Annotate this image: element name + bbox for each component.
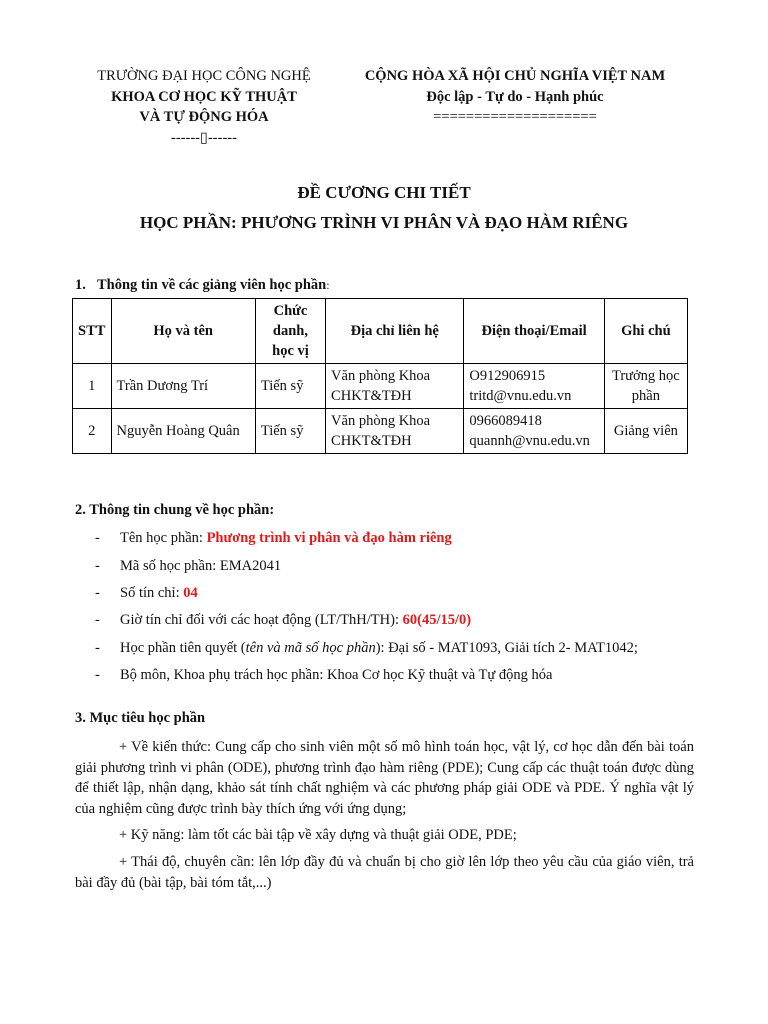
cell-address: Văn phòng Khoa CHKT&TĐH bbox=[326, 364, 464, 409]
cell-title: Tiến sỹ bbox=[255, 364, 325, 409]
col-header-address: Địa chỉ liên hệ bbox=[326, 299, 464, 364]
course-title: HỌC PHẦN: PHƯƠNG TRÌNH VI PHÂN VÀ ĐẠO HÀM RIÊNG bbox=[139, 213, 629, 232]
hours-value: 60(45/15/0) bbox=[402, 612, 472, 628]
cell-contact bbox=[464, 409, 604, 454]
course-code: Mã số học phần: EMA2041 bbox=[120, 558, 282, 574]
prereq-rest: ): Đại số - MAT1093, Giải tích 2- MAT1042; bbox=[375, 640, 638, 656]
cell-name: Nguyễn Hoàng Quân bbox=[111, 409, 255, 454]
col-header-name: Họ và tên bbox=[111, 299, 255, 364]
col-header-note: Ghi chú bbox=[604, 299, 687, 364]
cell-email: quannh@vnu.edu.vn bbox=[469, 433, 590, 449]
section1-colon: : bbox=[326, 278, 330, 292]
credits-label: Số tín chỉ: bbox=[120, 585, 184, 601]
header-divider-right: ==================== bbox=[433, 109, 597, 125]
prereq-label: Học phần tiên quyết ( bbox=[120, 640, 246, 656]
national-motto: Độc lập - Tự do - Hạnh phúc bbox=[426, 88, 604, 105]
cell-phone: 0966089418 bbox=[469, 413, 542, 429]
document-title: ĐỀ CƯƠNG CHI TIẾT bbox=[297, 183, 471, 202]
credits-value: 04 bbox=[183, 585, 198, 601]
section2-heading: 2. Thông tin chung về học phần: bbox=[75, 502, 275, 518]
country-name: CỘNG HÒA XÃ HỘI CHỦ NGHĨA VIỆT NAM bbox=[364, 68, 666, 84]
lecturer-table bbox=[72, 298, 688, 454]
cell-stt: 2 bbox=[73, 409, 112, 454]
table-row bbox=[73, 364, 688, 409]
prereq-italic: tên và mã số học phần bbox=[245, 640, 376, 656]
section1-number: 1. bbox=[75, 277, 86, 293]
bullet-dash: - bbox=[95, 530, 100, 546]
section1-title: Thông tin về các giảng viên học phần bbox=[97, 277, 327, 293]
cell-stt: 1 bbox=[73, 364, 112, 409]
university-header bbox=[70, 66, 338, 148]
list-item bbox=[95, 612, 471, 629]
col-header-contact: Điện thoại/Email bbox=[464, 299, 604, 364]
department-text: Bộ môn, Khoa phụ trách học phần: Khoa Cơ học Kỹ thuật và Tự động hóa bbox=[120, 667, 553, 683]
cell-note: Giảng viên bbox=[604, 409, 687, 454]
cell-note: Trưởng học phần bbox=[604, 364, 687, 409]
cell-name: Trần Dương Trí bbox=[111, 364, 255, 409]
table-row bbox=[73, 409, 688, 454]
knowledge-paragraph: + Về kiến thức: Cung cấp cho sinh viên một số mô hình toán học, vật lý, cơ học dẫn đến bài toán giải phương trình vi phân (ODE), phương trình đạo hàm riêng (PDE); Cung cấp các thuật toán được dùng để thiết lập, nhận dạng, khảo sát tính chất nghiệm và các phương pháp giải ODE và PDE. Ý nghĩa vật lý của nghiệm cũng được trình bày thích ứng với ứng dụng; bbox=[75, 739, 694, 817]
list-item bbox=[95, 667, 552, 684]
national-header bbox=[340, 66, 690, 128]
bullet-dash: - bbox=[95, 667, 100, 683]
list-item bbox=[95, 585, 198, 602]
cell-contact bbox=[464, 364, 604, 409]
faculty-name-line1: KHOA CƠ HỌC KỸ THUẬT bbox=[111, 88, 297, 105]
bullet-dash: - bbox=[95, 640, 100, 656]
course-name-label: Tên học phần: bbox=[120, 530, 207, 546]
col-header-title: Chức danh, học vị bbox=[255, 299, 325, 364]
skills-paragraph: + Kỹ năng: làm tốt các bài tập về xây dựng và thuật giải ODE, PDE; bbox=[119, 827, 517, 843]
cell-address: Văn phòng Khoa CHKT&TĐH bbox=[326, 409, 464, 454]
table-header-row bbox=[73, 299, 688, 364]
col-header-stt: STT bbox=[73, 299, 112, 364]
cell-title: Tiến sỹ bbox=[255, 409, 325, 454]
bullet-dash: - bbox=[95, 585, 100, 601]
university-name: TRƯỜNG ĐẠI HỌC CÔNG NGHỆ bbox=[97, 68, 311, 84]
attitude-paragraph: + Thái độ, chuyên cần: lên lớp đầy đủ và chuẩn bị cho giờ lên lớp theo yêu cầu của giáo viên, trả bài đầy đủ (bài tập, bài tóm tắt,...) bbox=[75, 854, 694, 891]
section3-heading: 3. Mục tiêu học phần bbox=[75, 710, 206, 726]
bullet-dash: - bbox=[95, 558, 100, 574]
faculty-name-line2: VÀ TỰ ĐỘNG HÓA bbox=[139, 109, 269, 125]
list-item bbox=[95, 558, 281, 575]
list-item bbox=[95, 530, 452, 547]
header-divider-left: ------▯------ bbox=[171, 129, 237, 146]
list-item bbox=[95, 640, 638, 657]
hours-label: Giờ tín chỉ đối với các hoạt động (LT/ThH/TH): bbox=[120, 612, 403, 628]
cell-email: tritd@vnu.edu.vn bbox=[469, 388, 572, 404]
bullet-dash: - bbox=[95, 612, 100, 628]
course-name-value: Phương trình vi phân và đạo hàm riêng bbox=[206, 530, 452, 546]
cell-phone: O912906915 bbox=[469, 368, 546, 384]
section1-heading bbox=[75, 277, 330, 294]
